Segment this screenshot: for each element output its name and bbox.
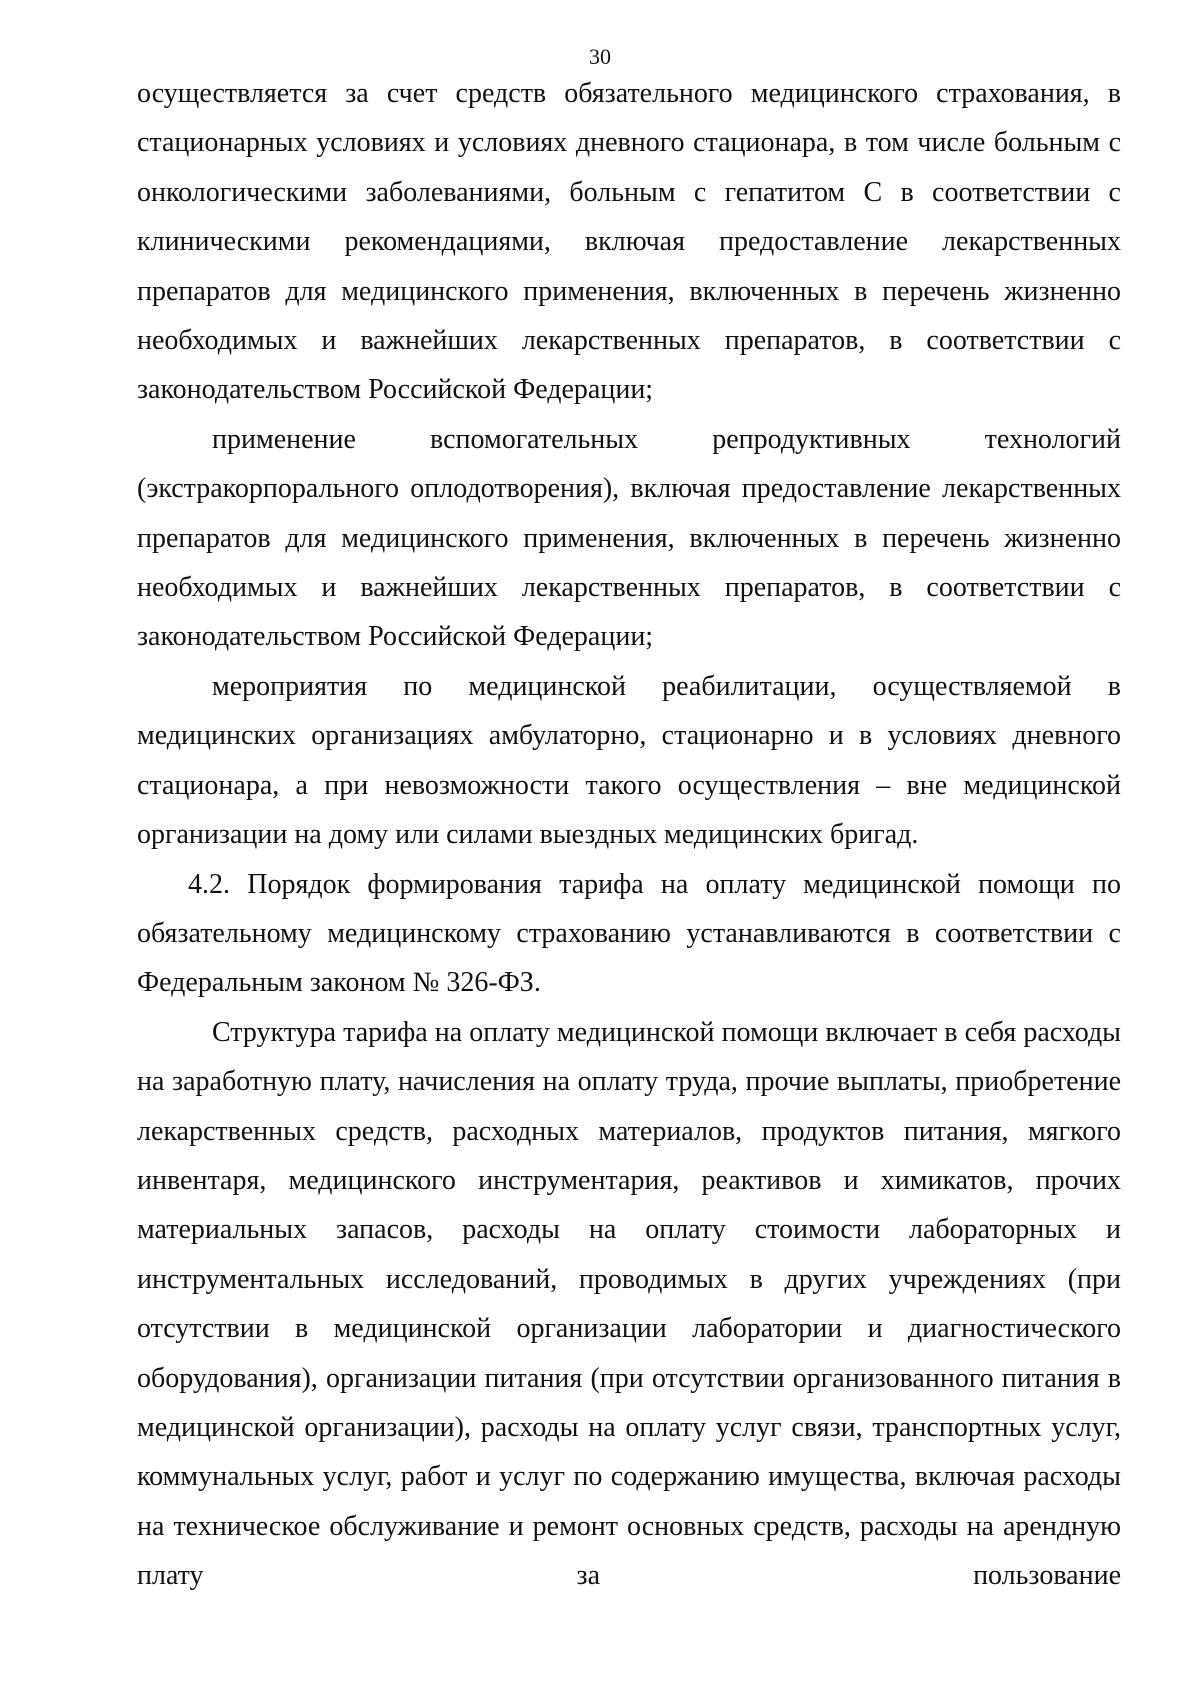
paragraph-eco: применение вспомогательных репродуктивных технологий (экстракорпорального оплодотворения), включая предоставление лекарственных препаратов для медицинского применения, включенных в перечень жизненно необходимых и важнейших лекарственных препаратов, в соответствии с законодательством Российской Федерации;: [137, 423, 1121, 653]
paragraph-4-2: 4.2. Порядок формирования тарифа на оплату медицинской помощи по обязательному медицинскому страхованию устанавливаются в соответствии с Федеральным законом № 326-ФЗ.: [137, 868, 1121, 999]
paragraph-tariff-structure: Структура тарифа на оплату медицинской помощи включает в себя расходы на заработную плату, начисления на оплату труда, прочие выплаты, приобретение лекарственных средств, расходных материалов, продуктов питания, мягкого инвентаря, медицинского инструментария, реактивов и химикатов, прочих материальных запасов, расходы на оплату стоимости лабораторных и инструментальных исследований, проводимых в других учреждениях (при отсутствии в медицинской организации лаборатории и диагностического оборудования), организации питания (при отсутствии организованного питания в медицинской организации), расходы на оплату услуг связи, транспортных услуг, коммунальных услуг, работ и услуг по содержанию имущества, включая расходы на техническое обслуживание и ремонт основных средств, расходы на арендную плату за пользование: [137, 1016, 1121, 1592]
paragraph-rehabilitation: мероприятия по медицинской реабилитации, осуществляемой в медицинских организациях амбулаторно, стационарно и в условиях дневного стационара, а при невозможности такого осуществления – вне медицинской организации на дому или силами выездных медицинских бригад.: [137, 670, 1121, 851]
paragraph-oms-continuation: осуществляется за счет средств обязательного медицинского страхования, в стационарных условиях и условиях дневного стационара, в том числе больным с онкологическими заболеваниями, больным с гепатитом С в соответствии с клиническими рекомендациями, включая предоставление лекарственных препаратов для медицинского применения, включенных в перечень жизненно необходимых и важнейших лекарственных препаратов, в соответствии с законодательством Российской Федерации;: [137, 78, 1121, 406]
document-body: [137, 69, 1121, 1601]
page-number: 30: [589, 44, 611, 69]
